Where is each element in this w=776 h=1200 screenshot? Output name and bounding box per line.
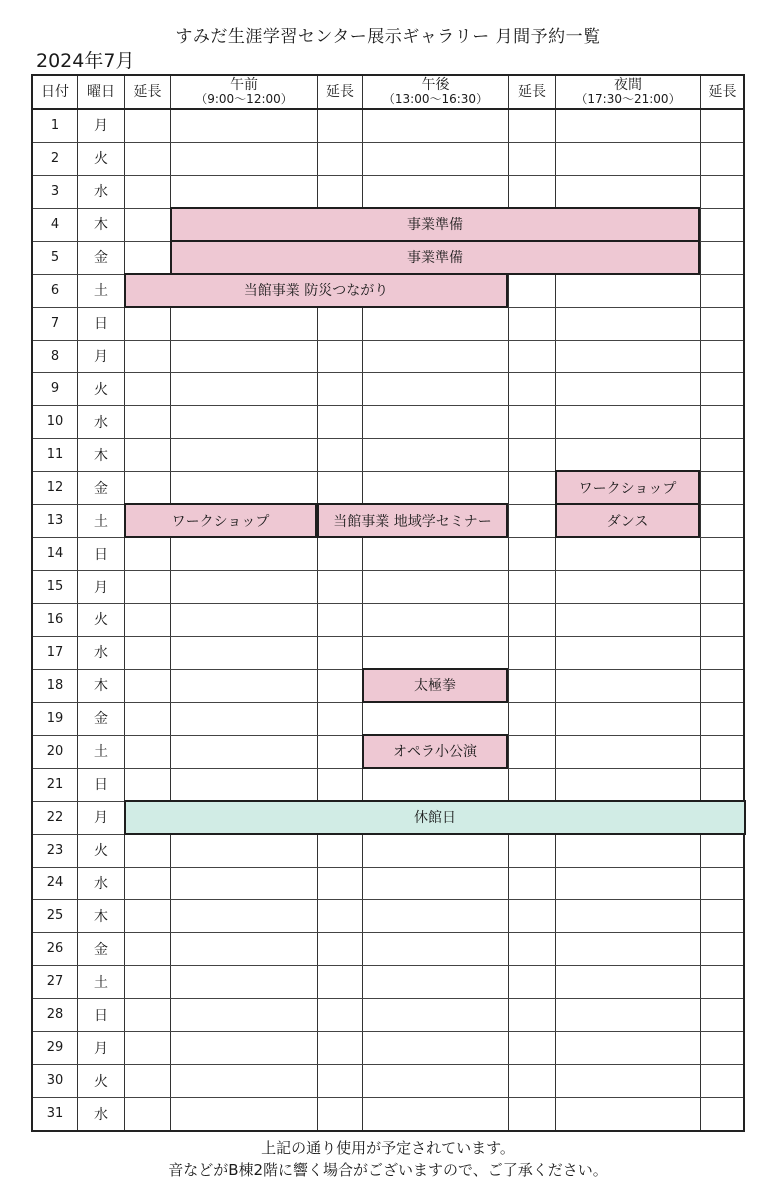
row-divider (33, 899, 743, 900)
reservation-bar: 当館事業 地域学セミナー (317, 503, 508, 538)
row-divider (33, 965, 743, 966)
day-weekday: 土 (94, 283, 108, 300)
day-weekday: 土 (94, 513, 108, 530)
day-weekday: 木 (94, 678, 108, 695)
day-date: 20 (46, 743, 64, 759)
header-weekday: 曜日 (87, 83, 115, 100)
day-date: 23 (46, 842, 64, 858)
day-weekday: 木 (94, 447, 108, 464)
header-morning: 午前 （9:00～12:00） (195, 77, 293, 107)
day-date: 21 (46, 776, 64, 792)
reservation-bar: ワークショップ (555, 470, 700, 505)
day-date: 3 (50, 183, 60, 199)
footer-note-1: 上記の通り使用が予定されています。 (261, 1139, 515, 1157)
day-date: 24 (46, 875, 64, 891)
row-divider (33, 372, 743, 373)
day-weekday: 日 (94, 546, 108, 563)
day-date: 27 (46, 974, 64, 990)
day-date: 25 (46, 908, 64, 924)
day-weekday: 月 (94, 118, 108, 135)
day-date: 15 (46, 579, 64, 595)
day-weekday: 月 (94, 1040, 108, 1057)
day-date: 7 (50, 315, 60, 331)
day-date: 6 (50, 282, 60, 298)
day-weekday: 火 (94, 612, 108, 629)
day-weekday: 水 (94, 184, 108, 201)
row-divider (33, 603, 743, 604)
day-weekday: 日 (94, 316, 108, 333)
row-divider (33, 1097, 743, 1098)
header-extension-2: 延長 (326, 83, 354, 100)
row-divider (33, 438, 743, 439)
day-weekday: 金 (94, 250, 108, 267)
row-divider (33, 570, 743, 571)
day-date: 10 (46, 414, 64, 430)
day-weekday: 金 (94, 941, 108, 958)
day-weekday: 火 (94, 1073, 108, 1090)
reservation-bar: 太極拳 (362, 668, 508, 703)
day-weekday: 土 (94, 744, 108, 761)
row-divider (33, 932, 743, 933)
header-afternoon: 午後 （13:00～16:30） (382, 77, 489, 107)
day-weekday: 月 (94, 579, 108, 596)
header-extension-4: 延長 (708, 83, 737, 100)
day-weekday: 水 (94, 414, 108, 431)
day-weekday: 土 (94, 974, 108, 991)
header-extension-1: 延長 (133, 83, 162, 100)
header-divider (33, 108, 743, 110)
reservation-bar: ワークショップ (124, 503, 317, 538)
day-weekday: 金 (94, 480, 108, 497)
row-divider (33, 1064, 743, 1065)
day-date: 16 (46, 611, 64, 627)
day-date: 5 (50, 249, 60, 265)
reservation-bar: 休館日 (124, 800, 746, 835)
day-date: 18 (46, 677, 64, 693)
day-weekday: 金 (94, 711, 108, 728)
day-date: 30 (46, 1073, 64, 1089)
day-date: 11 (46, 447, 64, 463)
day-date: 4 (50, 216, 60, 232)
day-date: 26 (46, 941, 64, 957)
day-weekday: 木 (94, 908, 108, 925)
reservation-bar: 事業準備 (170, 240, 700, 275)
day-date: 29 (46, 1040, 64, 1056)
day-weekday: 水 (94, 875, 108, 892)
day-date: 1 (50, 117, 60, 133)
reservation-bar: 事業準備 (170, 207, 700, 242)
row-divider (33, 175, 743, 176)
day-date: 9 (50, 381, 60, 397)
day-weekday: 月 (94, 810, 108, 827)
day-date: 8 (50, 348, 60, 364)
day-weekday: 日 (94, 777, 108, 794)
day-weekday: 火 (94, 843, 108, 860)
day-date: 14 (46, 546, 64, 562)
month-label: 2024年7月 (36, 50, 135, 72)
reservation-bar: オペラ小公演 (362, 734, 508, 769)
page-title: すみだ生涯学習センター展示ギャラリー 月間予約一覧 (175, 27, 601, 47)
row-divider (33, 405, 743, 406)
header-night: 夜間 （17:30～21:00） (575, 77, 681, 107)
day-weekday: 月 (94, 349, 108, 365)
day-date: 13 (46, 513, 64, 529)
day-weekday: 水 (94, 645, 108, 662)
day-date: 31 (46, 1106, 64, 1122)
row-divider (33, 636, 743, 637)
row-divider (33, 142, 743, 143)
footer-note-2: 音などがB棟2階に響く場合がございますので、ご了承ください。 (168, 1161, 608, 1179)
day-weekday: 火 (94, 381, 108, 398)
day-weekday: 水 (94, 1106, 108, 1123)
day-date: 2 (50, 150, 60, 166)
header-date: 日付 (41, 83, 69, 100)
day-weekday: 火 (94, 151, 108, 168)
reservation-bar: ダンス (555, 503, 700, 538)
day-date: 22 (46, 809, 64, 825)
header-extension-3: 延長 (518, 83, 546, 100)
row-divider (33, 340, 743, 341)
day-weekday: 日 (94, 1007, 108, 1024)
day-date: 19 (46, 710, 64, 726)
row-divider (33, 867, 743, 868)
reservation-bar: 当館事業 防災つながり (124, 273, 508, 308)
day-weekday: 木 (94, 217, 108, 234)
row-divider (33, 1031, 743, 1032)
day-date: 17 (46, 644, 64, 660)
day-date: 12 (46, 480, 64, 496)
row-divider (33, 998, 743, 999)
day-date: 28 (46, 1007, 64, 1023)
